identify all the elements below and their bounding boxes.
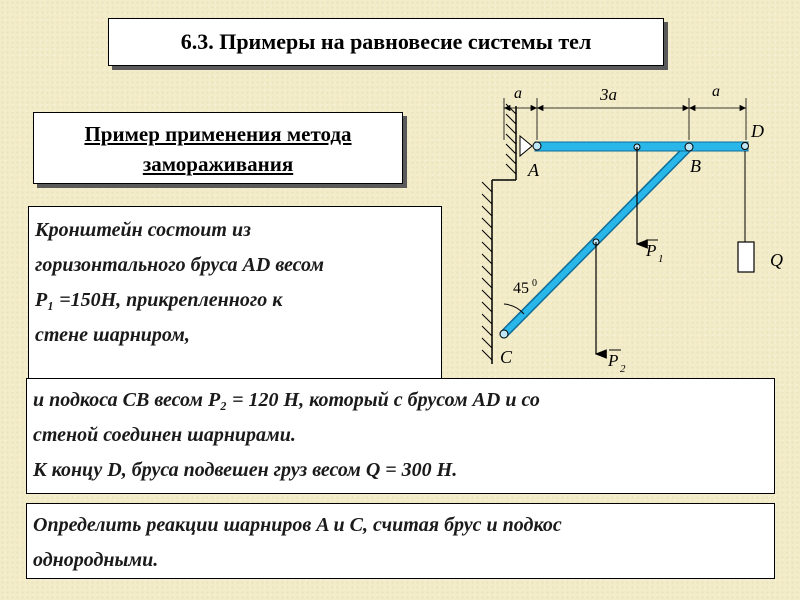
angle-label: 45 (513, 280, 529, 297)
p2-label: P (608, 351, 619, 370)
method-line-1: Пример применения метода (84, 122, 352, 146)
task-box (26, 503, 775, 579)
point-d-label: D (751, 121, 764, 141)
description-line: стене шарниром, (35, 324, 190, 346)
description-line: Кронштейн состоит из (35, 219, 251, 241)
description-line: и подкоса CB весом P₂ = 120 Н, который с брусом AD и со (33, 389, 540, 411)
point-c-label: C (500, 347, 513, 367)
description-line: P₁ =150Н, прикрепленного к (35, 289, 283, 311)
method-line-2: замораживания (142, 152, 294, 176)
weight-q (738, 242, 754, 272)
description-line: стеной соединен шарнирами. (33, 424, 296, 446)
joint-d (742, 143, 749, 150)
p1-subscript: 1 (658, 253, 664, 265)
beam-ad (535, 142, 748, 151)
p2-subscript: 2 (620, 363, 626, 375)
description-line: К концу D, бруса подвешен груз весом Q = 300 Н. (33, 459, 458, 481)
joint-b (685, 143, 693, 151)
joint-c (500, 330, 508, 338)
angle-degree-sup: 0 (532, 278, 537, 289)
method-box (33, 112, 403, 184)
p1-label: P (646, 241, 657, 260)
task-line: однородными. (33, 549, 159, 571)
task-line: Определить реакции шарниров A и C, считая брус и подкос (33, 514, 562, 536)
description-part-2 (26, 378, 775, 494)
q-label: Q (770, 250, 783, 270)
joint-a (533, 142, 541, 150)
slide-title (108, 18, 664, 66)
description-line: горизонтального бруса AD весом (35, 254, 324, 276)
dimension-lines (504, 98, 746, 140)
dim-a-right: a (712, 83, 720, 100)
point-b-label: B (690, 156, 701, 176)
dim-3a: 3a (600, 85, 617, 104)
dim-a-left: a (514, 85, 522, 102)
slide-title-text: 6.3. Примеры на равновесие системы тел (180, 29, 592, 54)
description-part-1 (28, 206, 442, 380)
point-a-label: A (528, 160, 539, 180)
bracket-diagram (440, 74, 800, 384)
hinge-a-support (520, 136, 532, 156)
wall-lower (482, 180, 492, 364)
